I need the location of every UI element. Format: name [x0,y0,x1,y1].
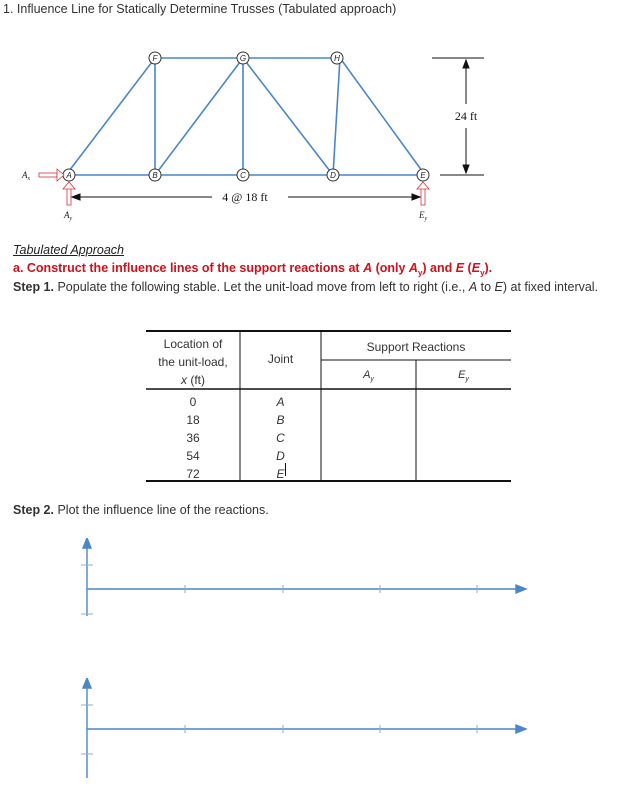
reaction-ax-label: $A_x$ [22,170,31,182]
col-reactions-header: Support Reactions [366,340,466,354]
table-cell-joint: B [276,413,285,427]
part-a-text: a. Construct the influence lines of the support reactions at A (only $A_y$) and E $(E_y)$. [13,261,493,278]
reaction-ax-arrow [39,169,64,181]
node-label-F: F [152,54,158,63]
table-cell-joint: C [276,431,285,445]
tabulated-heading: Tabulated Approach [13,243,124,257]
text-cursor [285,463,286,476]
node-label-G: G [239,54,247,63]
reaction-ay-label: $A_y$ [64,210,73,222]
step1-text: Step 1. Populate the following stable. Let the unit-load move from left to right (i.e., A to E) at fixed interval. [13,280,599,294]
node-label-H: H [334,54,340,63]
location-column [146,393,240,483]
table-cell-joint: E [276,467,285,481]
truss-diagram [0,40,623,240]
table-cell-location: 36 [186,431,200,445]
col-location-header: Location of the unit-load, x (ft) [158,337,228,387]
node-label-C: C [240,171,246,180]
table-cell-joint: A [276,395,285,409]
table-cell-location: 54 [186,449,200,463]
table-cell-location: 72 [186,467,200,481]
node-label-A: A [66,171,72,180]
truss-members [66,58,425,175]
plot-axes-ey [70,678,540,778]
node-label-B: B [152,171,158,180]
reaction-ey-arrow [417,182,429,205]
span-label: 4 @ 18 ft [222,190,268,204]
page-title: 1. Influence Line for Statically Determine Trusses (Tabulated approach) [3,2,397,16]
table-cell-location: 0 [189,395,197,409]
reaction-ey-label: $E_y$ [419,210,428,222]
joint-column [240,393,321,483]
height-label: 24 ft [454,109,478,123]
node-label-E: E [420,171,426,180]
reaction-ay-arrow [63,182,75,205]
sub-header-ey: $E_y$ [458,369,469,384]
step2-text: Step 2. Plot the influence line of the reactions. [13,503,269,517]
sub-header-ay: $A_y$ [363,369,374,384]
plot-axes-ay [70,538,540,618]
table-cell-location: 18 [186,413,200,427]
col-joint-header: Joint [267,352,294,366]
table-cell-joint: D [276,449,285,463]
node-label-D: D [330,171,336,180]
